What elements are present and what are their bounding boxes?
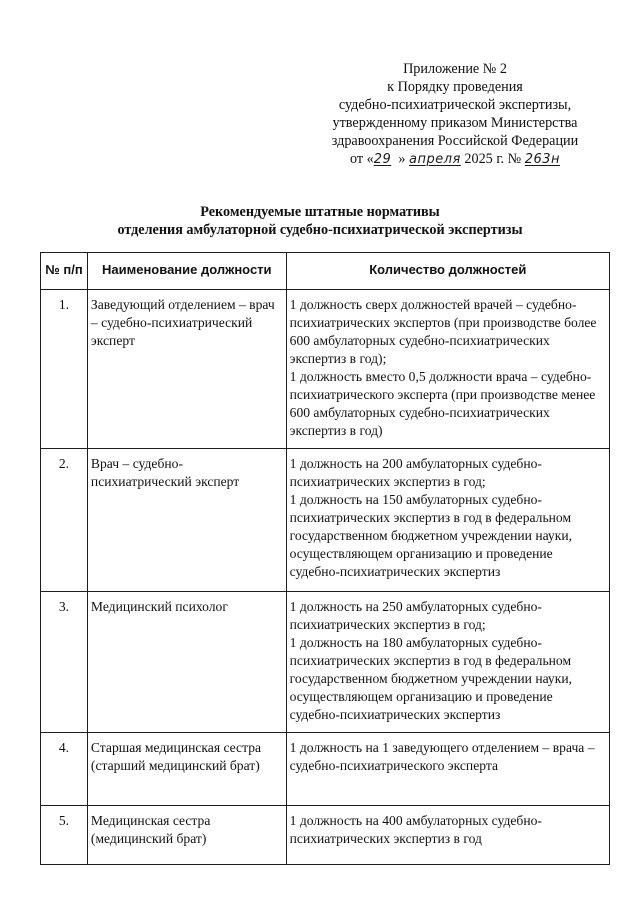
row-position: Медицинская сестра (медицинский брат) — [87, 806, 286, 865]
handwritten-day: 29 — [373, 152, 392, 167]
quantity-line: 1 должность сверх должностей врачей – судебно-психиатрических экспертов (при производстве более 600 амбулаторных судебно-психиатрических экспертиз в год); — [289, 297, 597, 366]
annex-line: здравоохранения Российской Федерации — [331, 133, 579, 149]
quantity-line: 1 должность вместо 0,5 должности врача – судебно-психиатрического эксперта (при производстве менее 600 амбулаторных судебно-психиатрических экспертиз в год) — [289, 369, 596, 438]
annex-line: судебно-психиатрической экспертизы, — [338, 97, 572, 113]
row-quantity — [286, 733, 609, 806]
quantity-line: 1 должность на 180 амбулаторных судебно-психиатрических экспертиз в год в федеральном государственном бюджетном учреждении науки, осуществляющем организацию и проведение судебно-психиатрических экспертиз — [289, 635, 573, 722]
date-prefix: от « — [349, 151, 374, 167]
handwritten-month: апреля — [408, 152, 461, 167]
annex-date-line — [300, 150, 610, 169]
row-quantity — [286, 290, 609, 449]
table-row — [41, 733, 610, 806]
header-position: Наименование должности — [87, 253, 286, 290]
handwritten-order-number: 263н — [524, 152, 561, 167]
row-position: Медицинский психолог — [87, 592, 286, 733]
document-title — [0, 203, 640, 239]
date-year: 2025 г. № — [464, 151, 522, 167]
date-mid: » — [398, 151, 406, 167]
table-header-row — [41, 253, 610, 290]
quantity-line: 1 должность на 400 амбулаторных судебно-психиатрических экспертиз в год — [289, 813, 542, 846]
annex-line: утвержденному приказом Министерства — [332, 115, 578, 131]
row-number: 2. — [41, 449, 88, 592]
row-number: 4. — [41, 733, 88, 806]
quantity-line: 1 должность на 150 амбулаторных судебно-психиатрических экспертиз в год в федеральном государственном бюджетном учреждении науки, осуществляющем организацию и проведение судебно-психиатрических экспертиз — [289, 492, 573, 579]
quantity-line: 1 должность на 200 амбулаторных судебно-психиатрических экспертиз в год; — [289, 456, 542, 489]
annex-header — [300, 60, 610, 169]
row-number: 3. — [41, 592, 88, 733]
row-position: Старшая медицинская сестра (старший медицинский брат) — [87, 733, 286, 806]
title-line-2: отделения амбулаторной судебно-психиатрической экспертизы — [117, 222, 523, 238]
row-quantity — [286, 449, 609, 592]
row-number: 1. — [41, 290, 88, 449]
row-position: Заведующий отделением – врач – судебно-психиатрический эксперт — [87, 290, 286, 449]
annex-line: к Порядку проведения — [387, 79, 523, 95]
table-row — [41, 449, 610, 592]
table-row — [41, 290, 610, 449]
title-line-1: Рекомендуемые штатные нормативы — [200, 204, 440, 220]
annex-line: Приложение № 2 — [403, 61, 507, 77]
table-row — [41, 806, 610, 865]
quantity-line: 1 должность на 250 амбулаторных судебно-психиатрических экспертиз в год; — [289, 599, 542, 632]
row-quantity — [286, 592, 609, 733]
staffing-table — [40, 252, 610, 865]
row-number: 5. — [41, 806, 88, 865]
header-quantity: Количество должностей — [286, 253, 609, 290]
table-row — [41, 592, 610, 733]
row-position: Врач – судебно-психиатрический эксперт — [87, 449, 286, 592]
row-quantity — [286, 806, 609, 865]
header-num: № п/п — [41, 253, 88, 290]
quantity-line: 1 должность на 1 заведующего отделением – врача – судебно-психиатрического эксперта — [289, 740, 595, 773]
